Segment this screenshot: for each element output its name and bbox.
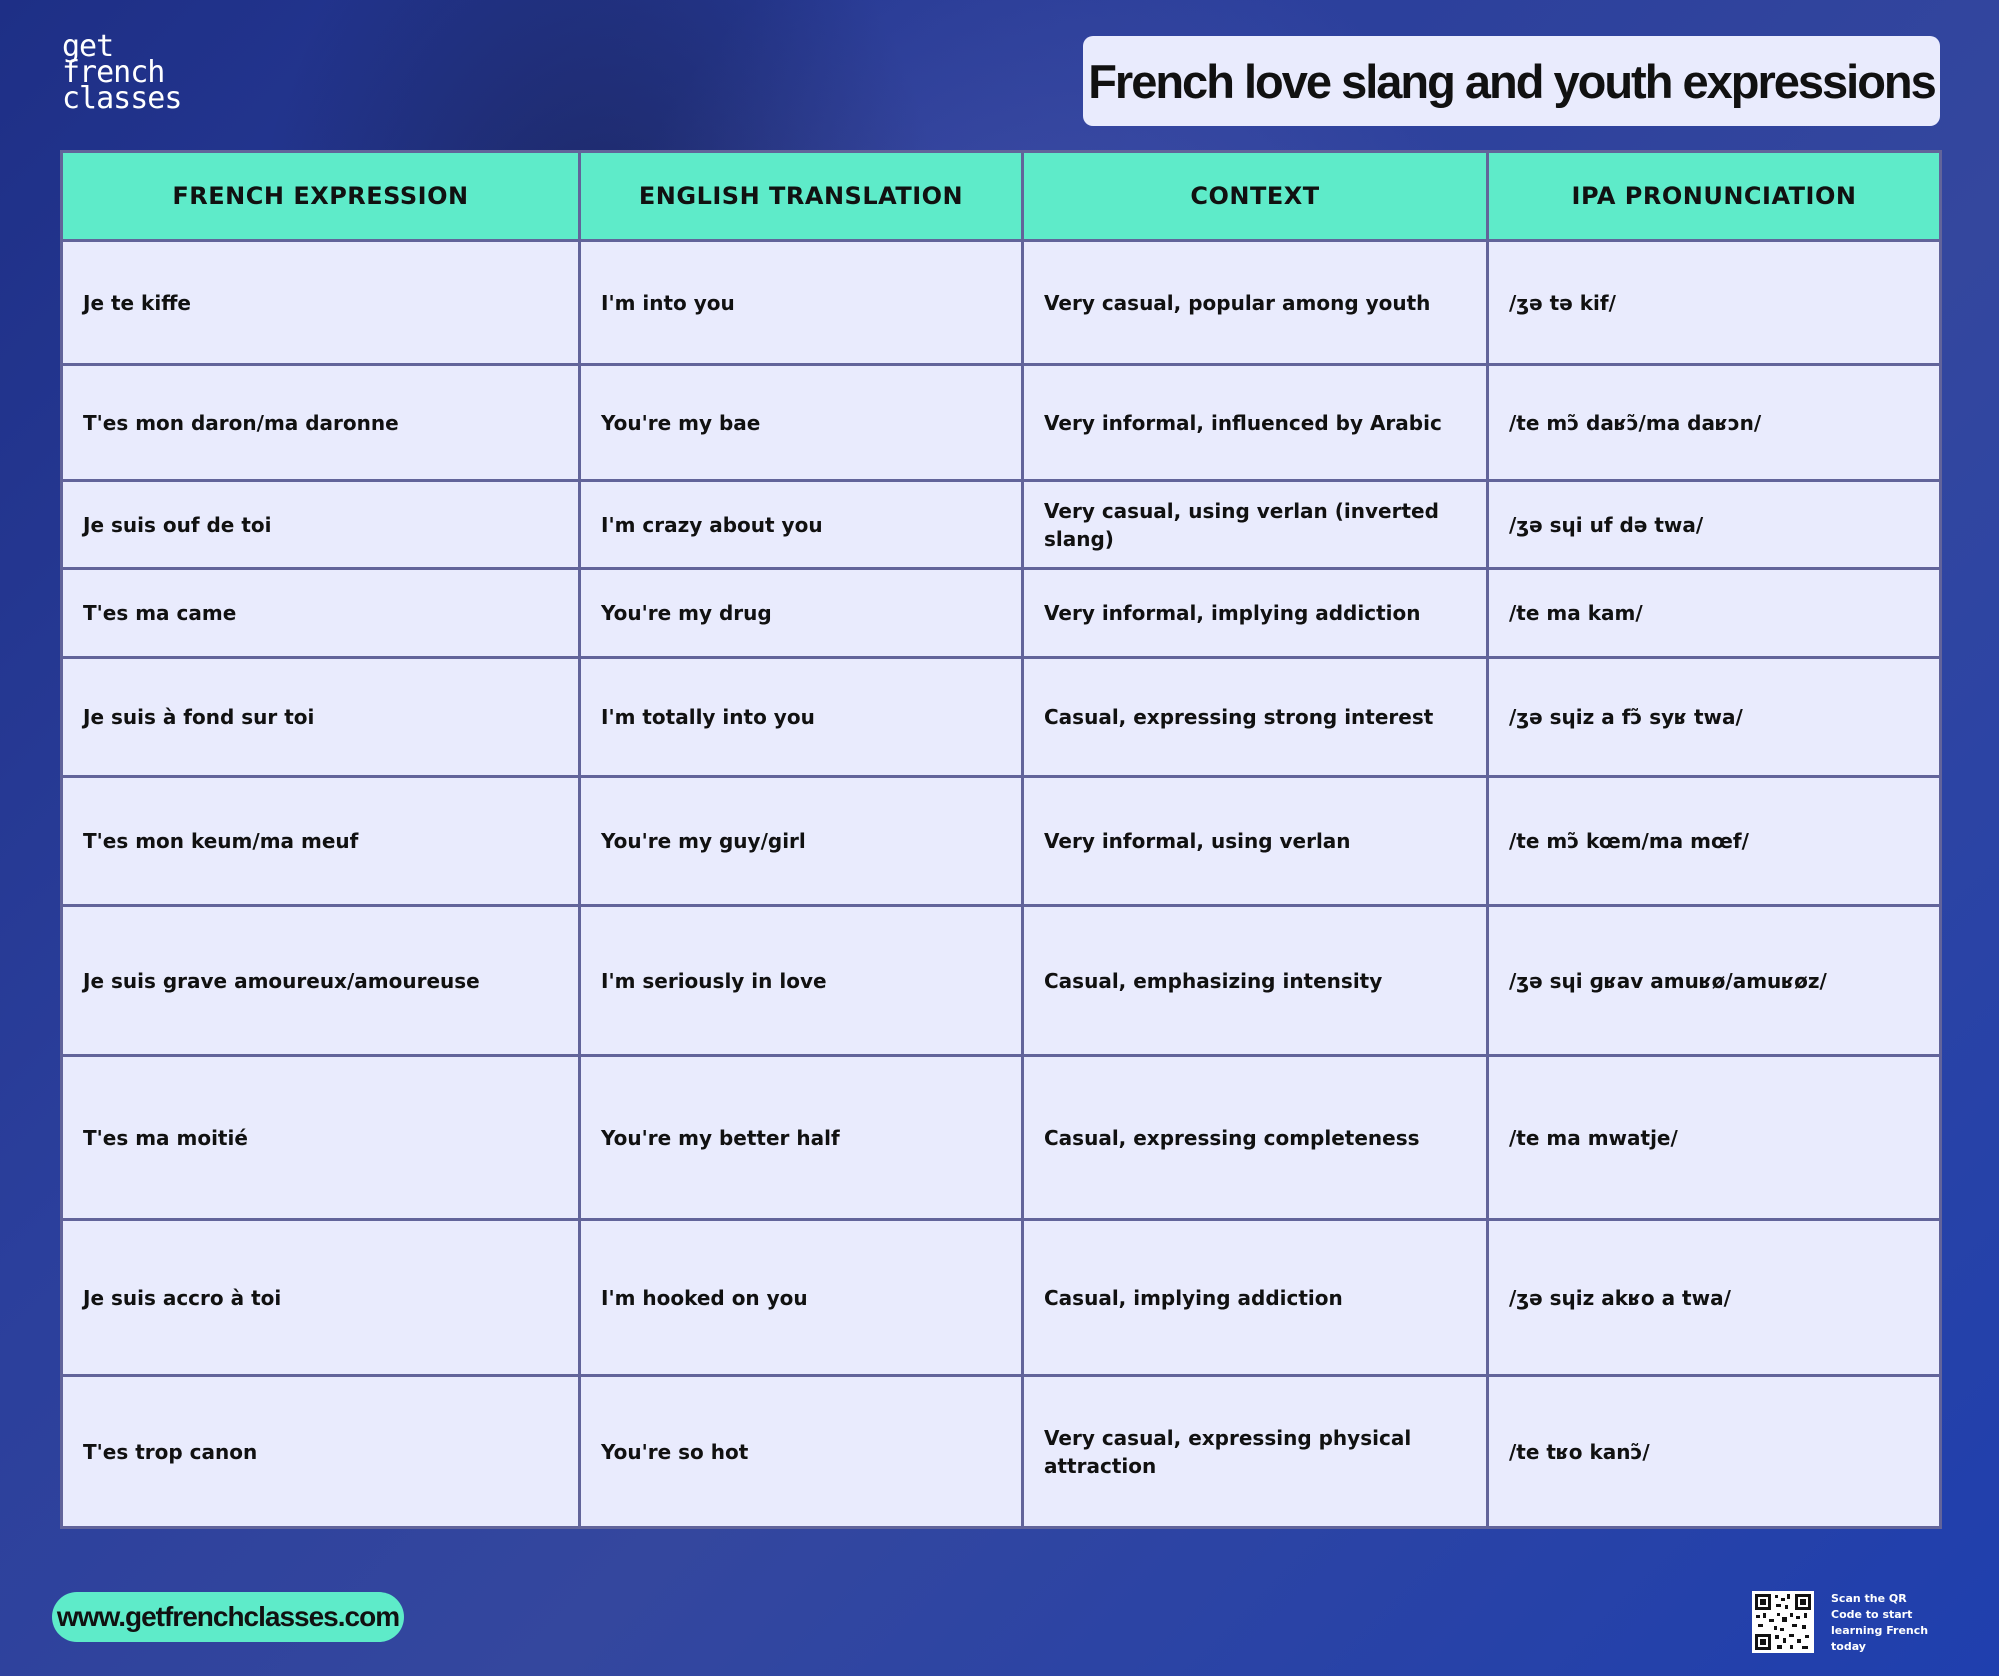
- qr-code-graphic: [1752, 1591, 1814, 1653]
- table-row: [62, 906, 1941, 1056]
- cell-french: T'es mon keum/ma meuf: [62, 777, 580, 906]
- cell-context: Casual, expressing completeness: [1023, 1056, 1488, 1220]
- header-ipa-pronunciation: IPA PRONUNCIATION: [1488, 152, 1941, 241]
- qr-code-icon: [1752, 1591, 1814, 1653]
- table-row: [62, 569, 1941, 658]
- cell-ipa: /ʒə sɥi uf də twa/: [1488, 481, 1941, 569]
- cell-english: I'm crazy about you: [580, 481, 1023, 569]
- cell-french: Je suis accro à toi: [62, 1220, 580, 1376]
- cell-ipa: /ʒə sɥiz akʁo a twa/: [1488, 1220, 1941, 1376]
- table-row: [62, 1056, 1941, 1220]
- cell-context: Casual, emphasizing intensity: [1023, 906, 1488, 1056]
- cell-english: I'm into you: [580, 241, 1023, 365]
- cell-context: Very casual, popular among youth: [1023, 241, 1488, 365]
- brand-logo: [62, 29, 182, 116]
- cell-english: You're so hot: [580, 1376, 1023, 1528]
- qr-caption: Scan the QR Code to start learning French today: [1831, 1592, 1929, 1653]
- cell-ipa: /te mɔ̃ daʁɔ̃/ma daʁɔn/: [1488, 365, 1941, 481]
- logo-line-classes: classes: [62, 81, 182, 116]
- logo-line-get: get: [62, 29, 114, 64]
- cell-ipa: /te tʁo kanɔ̃/: [1488, 1376, 1941, 1528]
- cell-french: Je suis à fond sur toi: [62, 658, 580, 777]
- page-title: French love slang and youth expressions: [1088, 54, 1935, 108]
- header-english-translation: ENGLISH TRANSLATION: [580, 152, 1023, 241]
- cell-english: You're my drug: [580, 569, 1023, 658]
- table-row: [62, 658, 1941, 777]
- cell-french: Je suis grave amoureux/amoureuse: [62, 906, 580, 1056]
- cell-french: Je te kiffe: [62, 241, 580, 365]
- cell-english: You're my better half: [580, 1056, 1023, 1220]
- table-row: [62, 241, 1941, 365]
- cell-english: You're my bae: [580, 365, 1023, 481]
- cell-english: You're my guy/girl: [580, 777, 1023, 906]
- expressions-table-container: [60, 150, 1939, 1529]
- cell-french: T'es ma came: [62, 569, 580, 658]
- cell-ipa: /te mɔ̃ kœm/ma mœf/: [1488, 777, 1941, 906]
- cell-context: Very informal, using verlan: [1023, 777, 1488, 906]
- cell-ipa: /ʒə sɥi ɡʁav amuʁø/amuʁøz/: [1488, 906, 1941, 1056]
- website-url-text: www.getfrenchclasses.com: [56, 1601, 400, 1632]
- website-link[interactable]: [52, 1592, 404, 1642]
- cell-context: Very informal, implying addiction: [1023, 569, 1488, 658]
- cell-french: T'es trop canon: [62, 1376, 580, 1528]
- table-header-row: [62, 152, 1941, 241]
- table-row: [62, 1220, 1941, 1376]
- header-context: CONTEXT: [1023, 152, 1488, 241]
- cell-ipa: /ʒə sɥiz a fɔ̃ syʁ twa/: [1488, 658, 1941, 777]
- cell-context: Very informal, influenced by Arabic: [1023, 365, 1488, 481]
- logo-line-french: french: [62, 55, 165, 90]
- cell-english: I'm seriously in love: [580, 906, 1023, 1056]
- cell-french: T'es mon daron/ma daronne: [62, 365, 580, 481]
- cell-context: Casual, implying addiction: [1023, 1220, 1488, 1376]
- expressions-table: [60, 150, 1942, 1529]
- table-row: [62, 1376, 1941, 1528]
- table-row: [62, 777, 1941, 906]
- table-row: [62, 481, 1941, 569]
- cell-english: I'm hooked on you: [580, 1220, 1023, 1376]
- header-french-expression: FRENCH EXPRESSION: [62, 152, 580, 241]
- title-banner: [1083, 36, 1940, 126]
- table-row: [62, 365, 1941, 481]
- cell-context: Very casual, using verlan (inverted slang): [1023, 481, 1488, 569]
- cell-english: I'm totally into you: [580, 658, 1023, 777]
- cell-ipa: /te ma mwatje/: [1488, 1056, 1941, 1220]
- cell-context: Casual, expressing strong interest: [1023, 658, 1488, 777]
- cell-context: Very casual, expressing physical attraction: [1023, 1376, 1488, 1528]
- cell-ipa: /ʒə tə kif/: [1488, 241, 1941, 365]
- cell-french: Je suis ouf de toi: [62, 481, 580, 569]
- cell-french: T'es ma moitié: [62, 1056, 580, 1220]
- cell-ipa: /te ma kam/: [1488, 569, 1941, 658]
